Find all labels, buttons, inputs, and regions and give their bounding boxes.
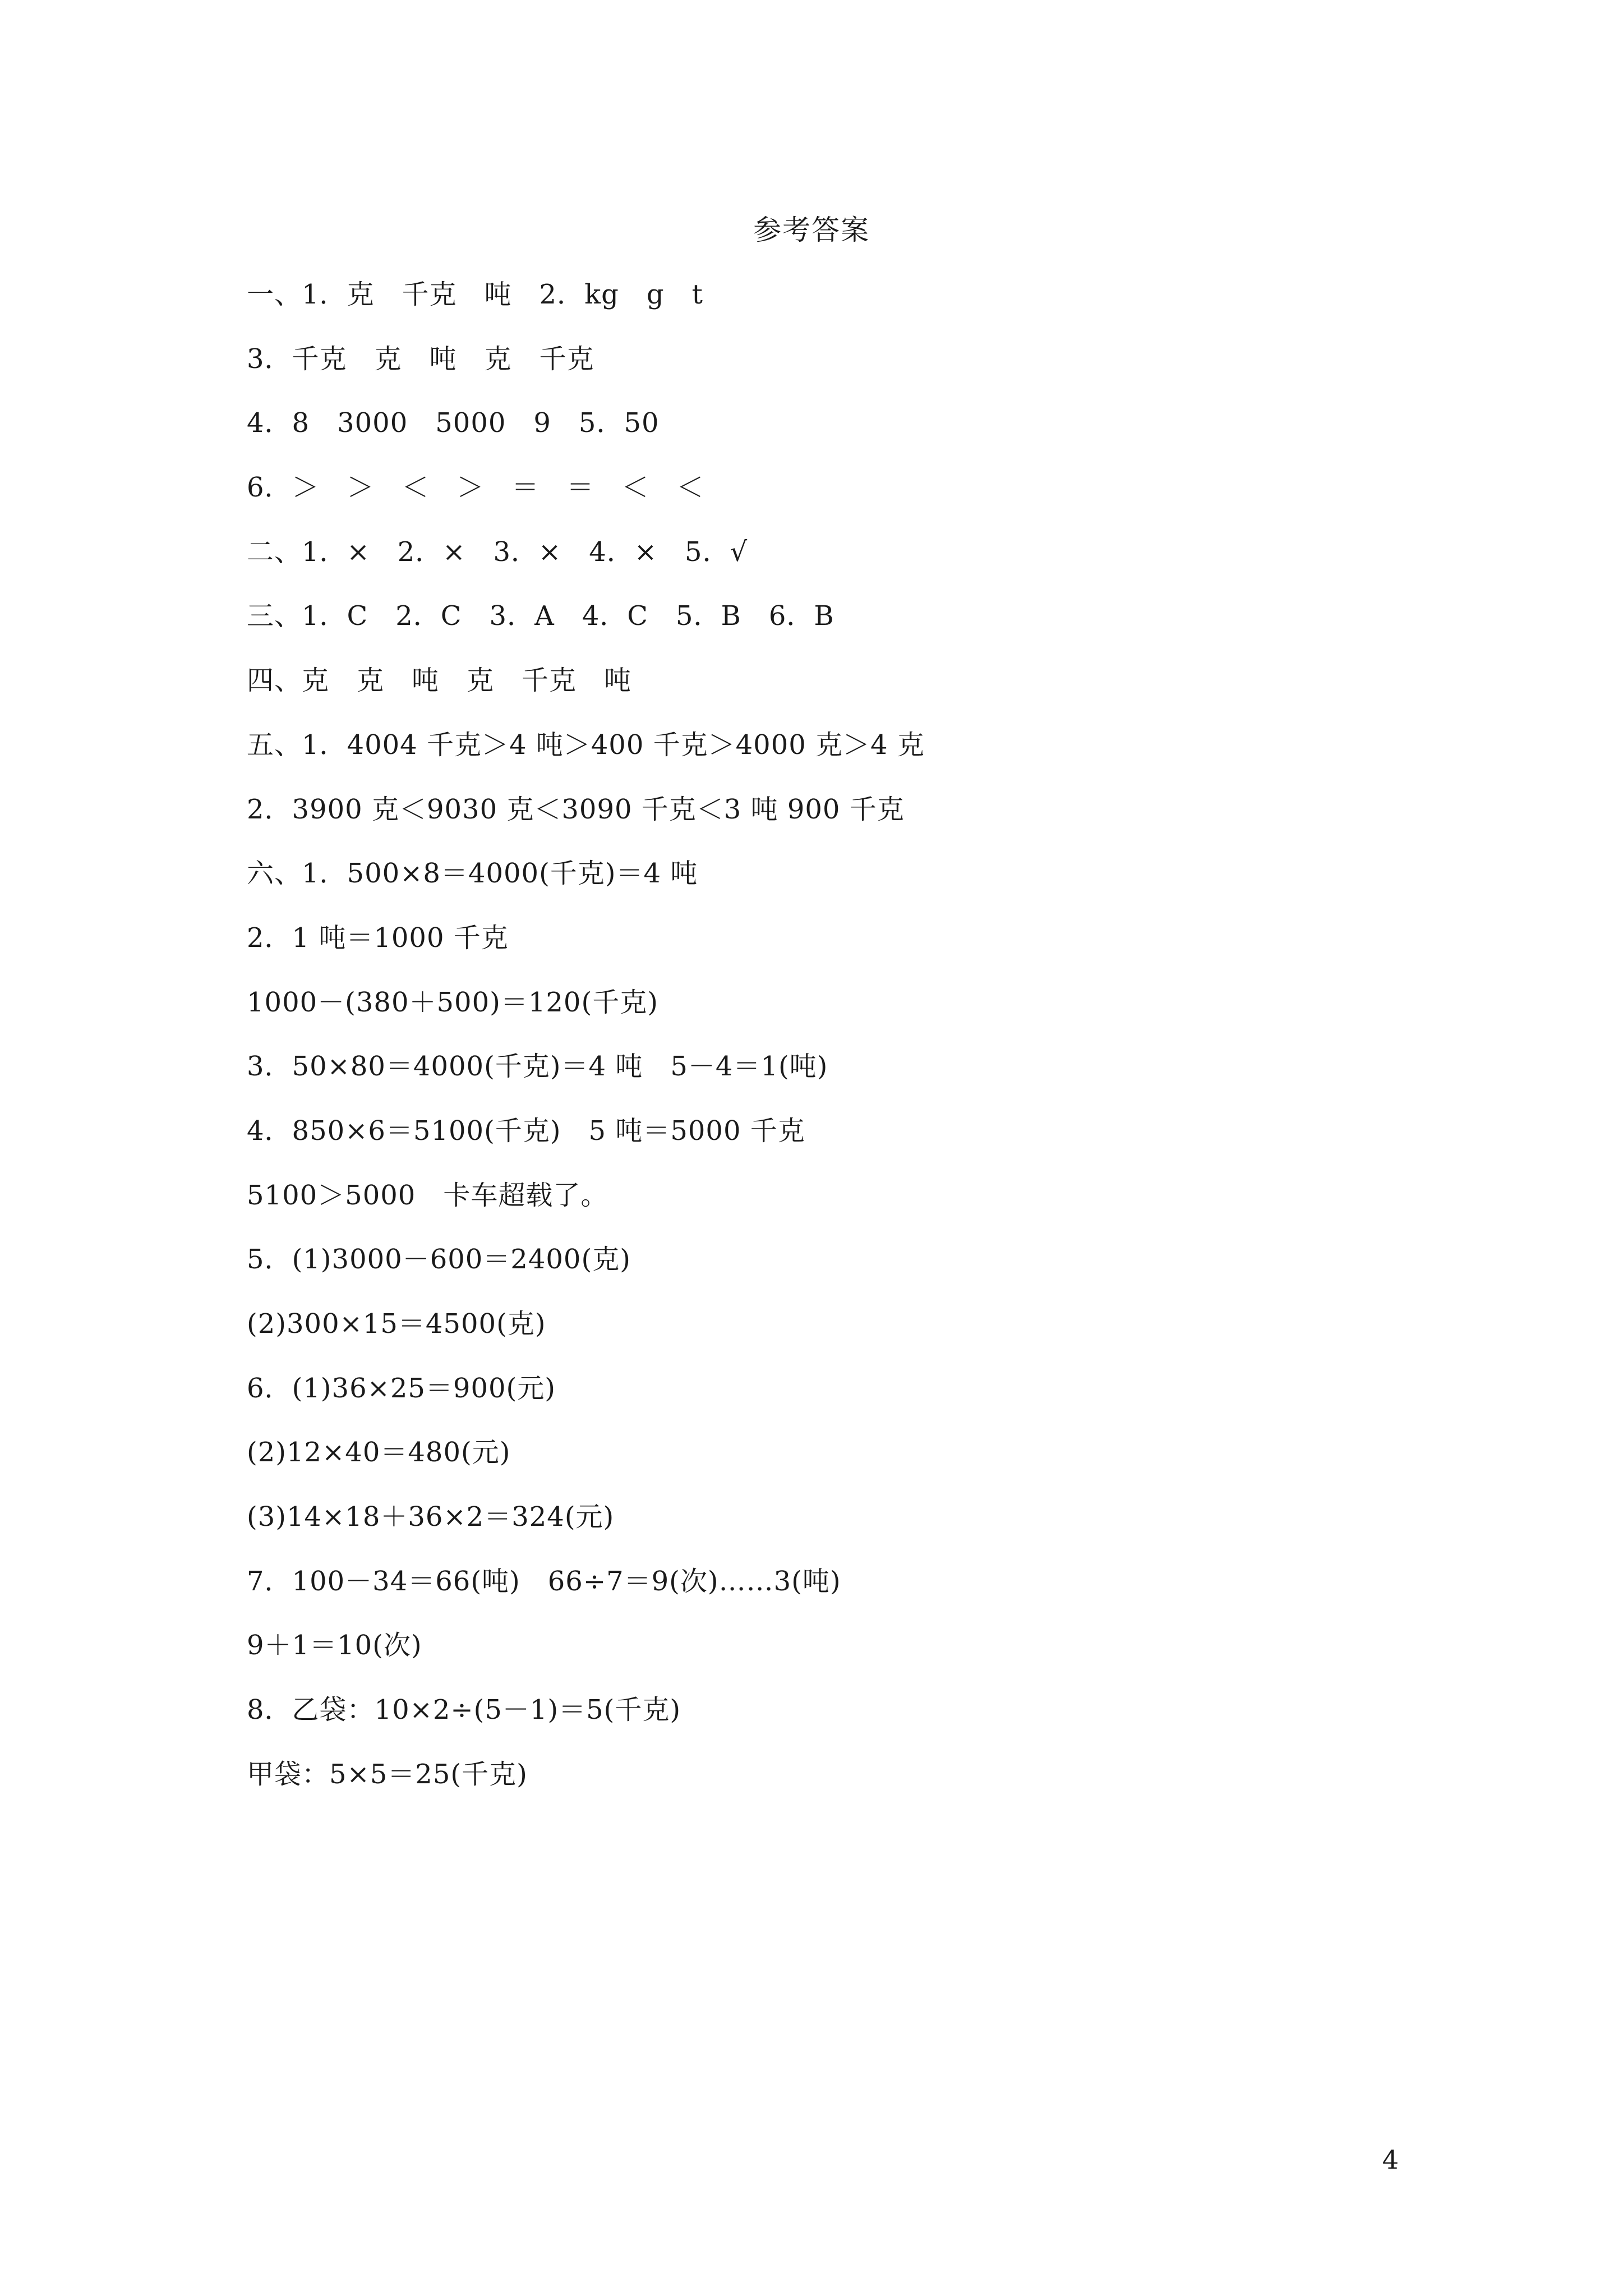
- answer-line: 4．8 3000 5000 9 5．50: [247, 407, 660, 439]
- page-title: 参考答案: [753, 214, 870, 246]
- answer-line: 二、1．× 2．× 3．× 4．× 5．√: [247, 536, 748, 568]
- answer-line: 5．(1)3000－600＝2400(克): [247, 1244, 631, 1276]
- answer-line: 四、克 克 吨 克 千克 吨: [247, 665, 632, 697]
- answer-line: 1000－(380＋500)＝120(千克): [247, 986, 658, 1018]
- answer-line: 7．100－34＝66(吨) 66÷7＝9(次)……3(吨): [247, 1565, 841, 1597]
- answer-line: (3)14×18＋36×2＝324(元): [247, 1501, 615, 1533]
- answer-line: 六、1．500×8＝4000(千克)＝4 吨: [247, 858, 698, 890]
- answer-line: 3．50×80＝4000(千克)＝4 吨 5－4＝1(吨): [247, 1051, 828, 1083]
- answer-line: 6．(1)36×25＝900(元): [247, 1372, 556, 1404]
- answer-list: [247, 275, 1424, 1819]
- answer-line: 6．＞ ＞ ＜ ＞ ＝ ＝ ＜ ＜: [247, 472, 704, 504]
- answer-line: 3．千克 克 吨 克 千克: [247, 343, 594, 375]
- answer-line: 2．1 吨＝1000 千克: [247, 922, 509, 954]
- answer-line: 8．乙袋：10×2÷(5－1)＝5(千克): [247, 1694, 681, 1726]
- answer-line: (2)12×40＝480(元): [247, 1437, 511, 1469]
- answer-line: 9＋1＝10(次): [247, 1630, 422, 1662]
- answer-line: 2．3900 克＜9030 克＜3090 千克＜3 吨 900 千克: [247, 793, 905, 825]
- answer-line: 五、1．4004 千克＞4 吨＞400 千克＞4000 克＞4 克: [247, 729, 925, 761]
- answer-line: 三、1．C 2．C 3．A 4．C 5．B 6．B: [247, 600, 834, 632]
- answer-line: 5100＞5000 卡车超载了。: [247, 1179, 608, 1211]
- answer-line: (2)300×15＝4500(克): [247, 1308, 546, 1340]
- page-number: 4: [1382, 2145, 1399, 2175]
- answer-line: 甲袋：5×5＝25(千克): [247, 1758, 528, 1790]
- answer-line: 4．850×6＝5100(千克) 5 吨＝5000 千克: [247, 1115, 805, 1147]
- answer-line: 一、1．克 千克 吨 2．kg g t: [247, 279, 703, 310]
